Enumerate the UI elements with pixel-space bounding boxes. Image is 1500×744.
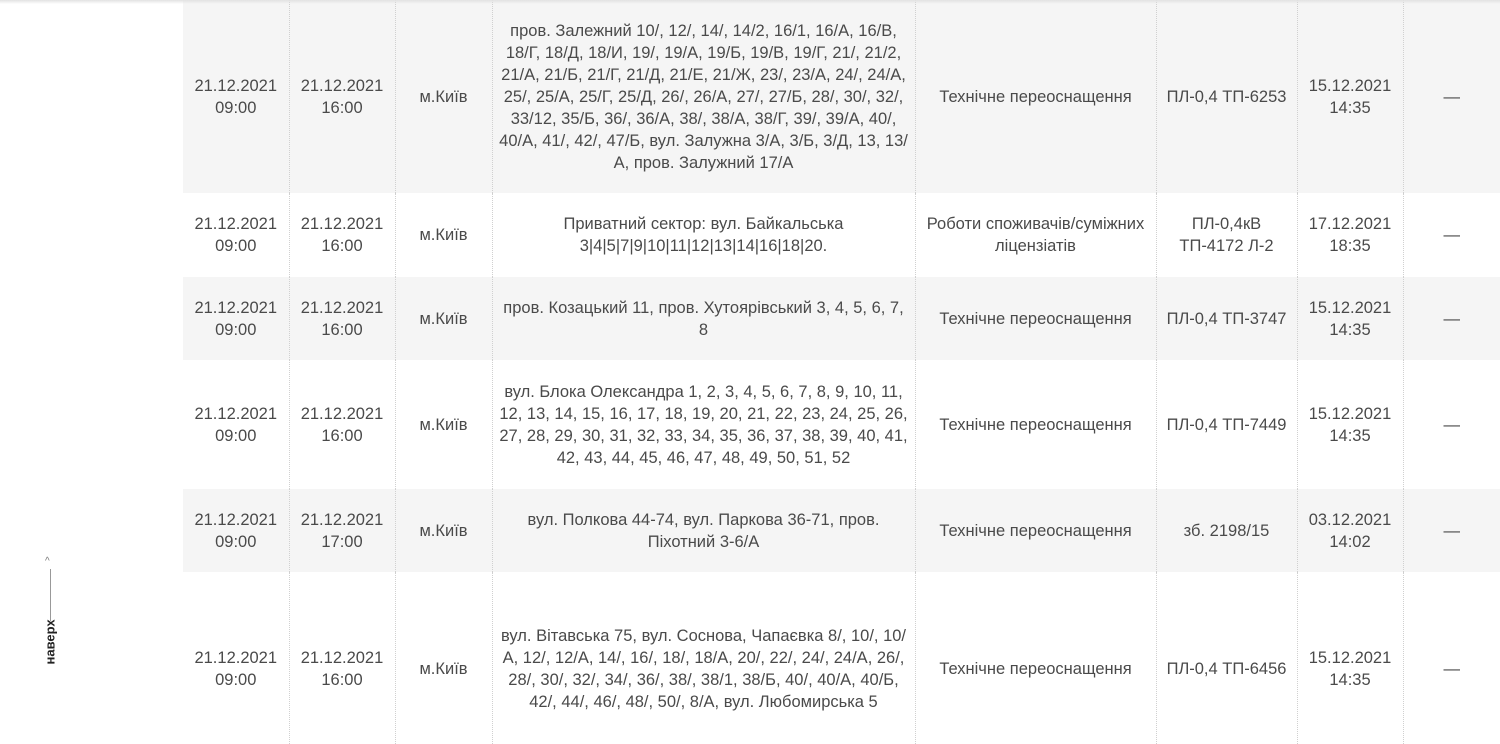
reason-cell: Технічне переоснащення [915, 489, 1156, 572]
object-cell: ПЛ-0,4 ТП-7449 [1156, 360, 1297, 489]
created-time: 14:35 [1329, 320, 1371, 339]
address-cell: вул. Блока Олександра 1, 2, 3, 4, 5, 6, 7, 8, 9, 10, 11, 12, 13, 14, 15, 16, 17, 18, 19, 20, 21, 22, 23, 24, 25, 26, 27, 28, 29, 30, 31, 32, 33, 34, 35, 36, 37, 38, 39, 40, 41, 42, 43, 44, 45, 46, 47, 48, 49, 50, 51, 52 [492, 360, 915, 489]
object-cell: ПЛ-0,4 ТП-3747 [1156, 277, 1297, 360]
start-time: 09:00 [215, 426, 257, 445]
end-time: 16:00 [321, 237, 363, 255]
note-cell: — [1403, 572, 1500, 744]
note-cell: — [1403, 193, 1500, 277]
start-datetime-cell [183, 277, 289, 360]
back-to-top-line [50, 569, 51, 621]
object-cell: ПЛ-0,4 ТП-6456 [1156, 572, 1297, 744]
end-time: 16:00 [321, 671, 363, 689]
created-datetime-cell [1297, 277, 1403, 360]
object-cell: ПЛ-0,4кВ ТП-4172 Л-2 [1156, 193, 1297, 277]
object-cell: ПЛ-0,4 ТП-6253 [1156, 0, 1297, 193]
note-cell: — [1403, 0, 1500, 193]
start-time: 09:00 [215, 671, 257, 689]
address-cell: пров. Козацький 11, пров. Хутоярівський 3, 4, 5, 6, 7, 8 [492, 277, 915, 360]
table-row [183, 0, 1500, 193]
created-datetime-cell [1297, 572, 1403, 744]
start-date: 21.12.2021 [194, 404, 278, 423]
end-datetime-cell [289, 277, 395, 360]
outage-schedule-table [183, 0, 1500, 744]
address-cell: вул. Вітавська 75, вул. Соснова, Чапаєвка 8/, 10/, 10/А, 12/, 12/А, 14/, 16/, 18/, 18/А, 20/, 22/, 24/, 24/А, 26/, 28/, 30/, 32/, 34/, 36/, 38/, 38/1, 38/Б, 40/, 40/А, 40/Б, 42/, 44/, 46/, 48/, 50/, 8/А, вул. Любомирська 5 [492, 572, 915, 744]
created-time: 14:02 [1329, 532, 1371, 551]
table-row [183, 489, 1500, 572]
created-date: 03.12.2021 [1308, 510, 1392, 529]
start-date: 21.12.2021 [194, 215, 278, 233]
reason-cell: Роботи споживачів/суміжних ліцензіатів [915, 193, 1156, 277]
created-time: 18:35 [1329, 237, 1371, 255]
table-row [183, 572, 1500, 744]
back-to-top-button[interactable] [30, 555, 70, 675]
address-cell: Приватний сектор: вул. Байкальська 3|4|5|7|9|10|11|12|13|14|16|18|20. [492, 193, 915, 277]
chevron-up-icon: ^ [45, 556, 50, 567]
end-time: 16:00 [321, 320, 363, 339]
end-date: 21.12.2021 [300, 649, 384, 667]
object-cell: зб. 2198/15 [1156, 489, 1297, 572]
city-cell: м.Київ [395, 572, 492, 744]
table-row [183, 277, 1500, 360]
created-datetime-cell [1297, 360, 1403, 489]
end-date: 21.12.2021 [300, 510, 384, 529]
address-cell: пров. Залежний 10/, 12/, 14/, 14/2, 16/1, 16/А, 16/В, 18/Г, 18/Д, 18/И, 19/, 19/А, 19/Б, 19/В, 19/Г, 21/, 21/2, 21/А, 21/Б, 21/Г, 21/Д, 21/Е, 21/Ж, 23/, 23/А, 24/, 24/А, 25/, 25/А, 25/Г, 25/Д, 26/, 26/А, 27/, 27/Б, 28/, 30/, 32/, 33/12, 35/Б, 36/, 36/А, 38/, 38/А, 38/Г, 39/, 39/А, 40/, 40/А, 41/, 42/, 47/Б, вул. Залужна 3/А, 3/Б, 3/Д, 13, 13/А, пров. Залужний 17/А [492, 0, 915, 193]
created-date: 17.12.2021 [1308, 215, 1392, 233]
city-cell: м.Київ [395, 0, 492, 193]
start-datetime-cell [183, 0, 289, 193]
city-cell: м.Київ [395, 489, 492, 572]
start-time: 09:00 [215, 237, 257, 255]
city-cell: м.Київ [395, 360, 492, 489]
start-datetime-cell [183, 193, 289, 277]
end-datetime-cell [289, 0, 395, 193]
reason-cell: Технічне переоснащення [915, 0, 1156, 193]
table-row [183, 360, 1500, 489]
reason-cell: Технічне переоснащення [915, 360, 1156, 489]
city-cell: м.Київ [395, 193, 492, 277]
end-time: 16:00 [321, 98, 363, 117]
end-date: 21.12.2021 [300, 215, 384, 233]
created-time: 14:35 [1329, 98, 1371, 117]
start-time: 09:00 [215, 320, 257, 339]
end-date: 21.12.2021 [300, 404, 384, 423]
created-date: 15.12.2021 [1308, 76, 1392, 95]
start-datetime-cell [183, 572, 289, 744]
created-date: 15.12.2021 [1308, 649, 1392, 667]
city-cell: м.Київ [395, 277, 492, 360]
note-cell: — [1403, 489, 1500, 572]
end-time: 16:00 [321, 426, 363, 445]
end-datetime-cell [289, 360, 395, 489]
header-shadow [0, 0, 1500, 4]
reason-cell: Технічне переоснащення [915, 572, 1156, 744]
end-datetime-cell [289, 193, 395, 277]
note-cell: — [1403, 277, 1500, 360]
table-row [183, 193, 1500, 277]
start-date: 21.12.2021 [194, 510, 278, 529]
created-time: 14:35 [1329, 671, 1371, 689]
created-date: 15.12.2021 [1308, 298, 1392, 317]
start-time: 09:00 [215, 98, 257, 117]
back-to-top-label: наверх [42, 619, 58, 665]
end-datetime-cell [289, 489, 395, 572]
start-date: 21.12.2021 [194, 76, 278, 95]
end-date: 21.12.2021 [300, 76, 384, 95]
created-datetime-cell [1297, 193, 1403, 277]
start-date: 21.12.2021 [194, 298, 278, 317]
created-datetime-cell [1297, 489, 1403, 572]
created-date: 15.12.2021 [1308, 404, 1392, 423]
reason-cell: Технічне переоснащення [915, 277, 1156, 360]
end-time: 17:00 [321, 532, 363, 551]
start-date: 21.12.2021 [194, 649, 278, 667]
end-datetime-cell [289, 572, 395, 744]
note-cell: — [1403, 360, 1500, 489]
start-datetime-cell [183, 489, 289, 572]
created-time: 14:35 [1329, 426, 1371, 445]
address-cell: вул. Полкова 44-74, вул. Паркова 36-71, пров. Піхотний 3-6/А [492, 489, 915, 572]
end-date: 21.12.2021 [300, 298, 384, 317]
created-datetime-cell [1297, 0, 1403, 193]
start-datetime-cell [183, 360, 289, 489]
start-time: 09:00 [215, 532, 257, 551]
